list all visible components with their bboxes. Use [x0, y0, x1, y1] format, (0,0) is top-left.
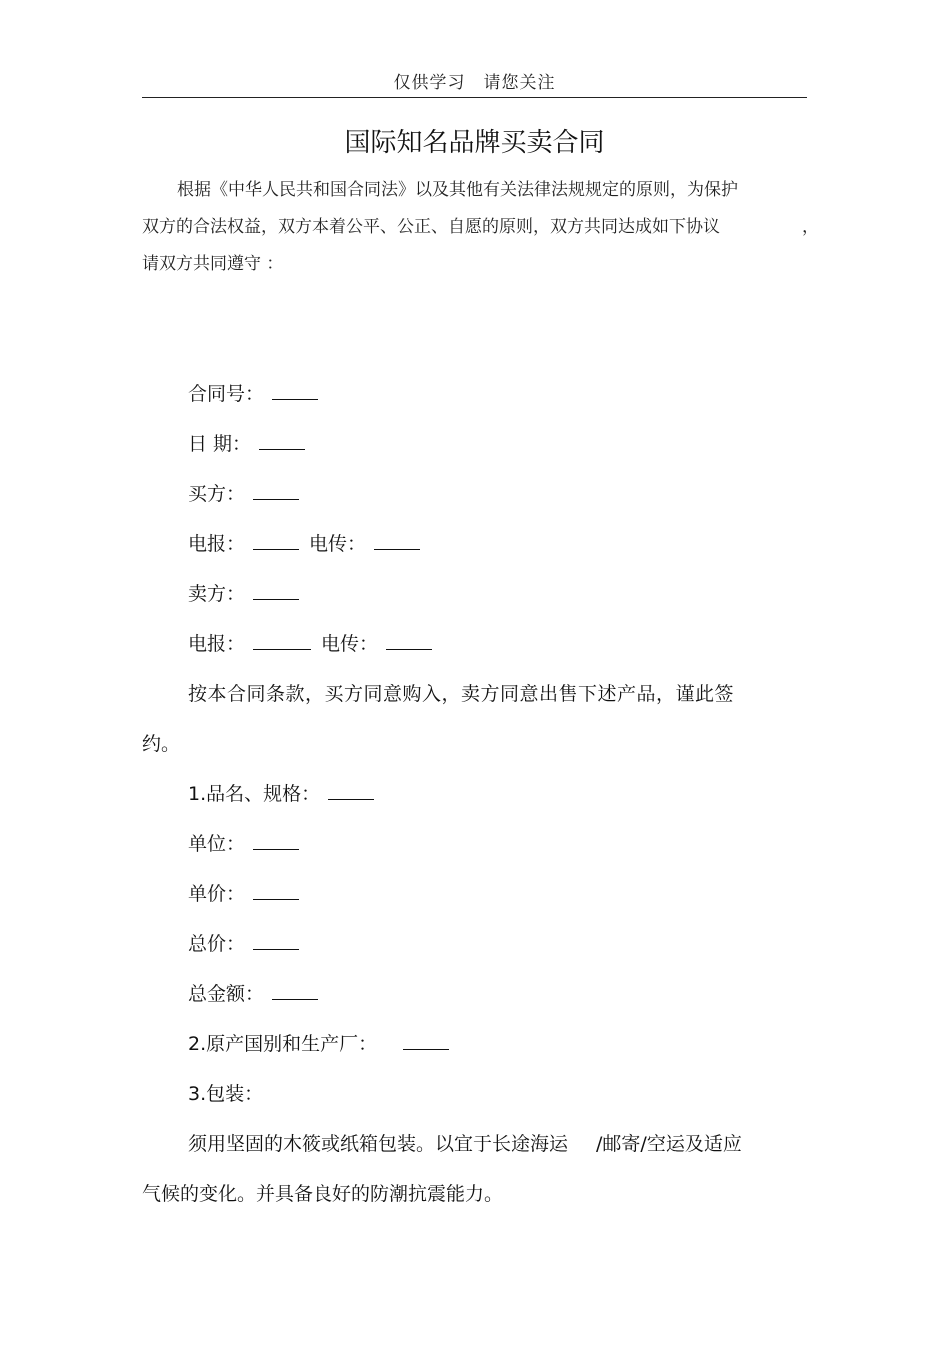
buyer-label: 买方：	[188, 483, 246, 505]
agreement-line-1: 按本合同条款，买方同意购入，卖方同意出售下述产品，谨此签	[188, 683, 735, 705]
buyer-contact-field	[188, 529, 420, 556]
document-title: 国际知名品牌买卖合同	[344, 128, 605, 158]
total-price-blank	[253, 933, 299, 950]
item-name-spec-label: 1.品名、规格：	[188, 783, 321, 805]
total-price-field	[188, 929, 299, 956]
total-price-label: 总价：	[188, 933, 246, 955]
unit-price-blank	[253, 883, 299, 900]
buyer-blank	[253, 483, 299, 500]
intro-line-2-comma: ，	[802, 217, 819, 237]
contract-number-label: 合同号：	[188, 383, 265, 405]
contract-number-field	[188, 379, 318, 406]
intro-line-1: 根据《中华人民共和国合同法》以及其他有关法律法规规定的原则，为保护	[177, 180, 738, 200]
seller-fax-blank	[386, 633, 432, 650]
unit-price-label: 单价：	[188, 883, 246, 905]
unit-blank	[253, 833, 299, 850]
buyer-telegram-label: 电报：	[188, 533, 246, 555]
packing-line-1-a: 须用坚固的木筱或纸箱包装。以宜于长途海运	[188, 1133, 569, 1155]
intro-line-3: 请双方共同遵守 ：	[142, 254, 284, 274]
unit-field	[188, 829, 299, 856]
seller-telegram-blank	[253, 633, 311, 650]
seller-contact-field	[188, 629, 432, 656]
seller-label: 卖方：	[188, 583, 246, 605]
packing-line-2: 气候的变化。并具备良好的防潮抗震能力。	[142, 1183, 504, 1205]
unit-label: 单位：	[188, 833, 246, 855]
seller-telegram-label: 电报：	[188, 633, 246, 655]
origin-manufacturer-field	[188, 1029, 449, 1056]
total-amount-blank	[272, 983, 318, 1000]
buyer-telegram-blank	[253, 533, 299, 550]
contract-number-blank	[272, 383, 318, 400]
origin-manufacturer-blank	[403, 1033, 449, 1050]
buyer-field	[188, 479, 299, 506]
page-header: 仅供学习 请您关注	[393, 73, 556, 93]
packing-line-1	[188, 1129, 742, 1156]
date-label: 日 期：	[188, 433, 252, 455]
unit-price-field	[188, 879, 299, 906]
seller-blank	[253, 583, 299, 600]
seller-field	[188, 579, 299, 606]
origin-manufacturer-label: 2.原产国别和生产厂：	[188, 1033, 378, 1055]
item-name-spec-blank	[328, 783, 374, 800]
intro-line-2-text: 双方的合法权益，双方本着公平、公正、自愿的原则，双方共同达成如下协议	[142, 217, 720, 237]
seller-fax-label: 电传：	[321, 633, 379, 655]
buyer-fax-blank	[374, 533, 420, 550]
total-amount-label: 总金额：	[188, 983, 265, 1005]
intro-line-2	[142, 212, 819, 237]
date-blank	[259, 433, 305, 450]
item-name-spec-field	[188, 779, 374, 806]
header-divider	[142, 97, 807, 98]
packing-heading: 3.包装：	[188, 1083, 264, 1105]
date-field	[188, 429, 305, 456]
packing-line-1-b: /邮寄/空运及适应	[596, 1133, 742, 1155]
agreement-line-2: 约。	[142, 733, 181, 755]
total-amount-field	[188, 979, 318, 1006]
buyer-fax-label: 电传：	[309, 533, 367, 555]
